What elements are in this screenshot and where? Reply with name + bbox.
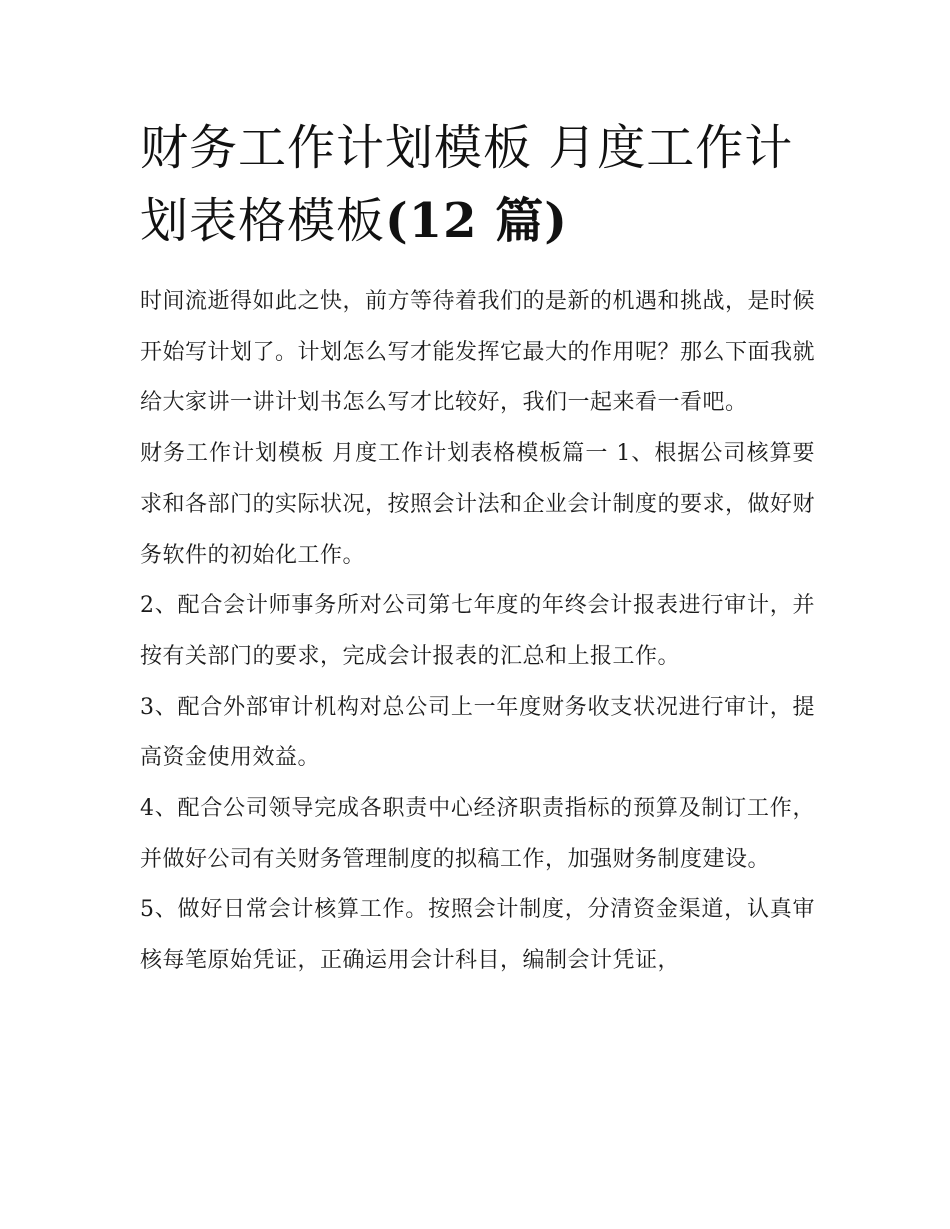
plan-item-1: 财务工作计划模板 月度工作计划表格模板篇一 1、根据公司核算要求和各部门的实际状况，按照会计法和企业会计制度的要求，做好财务软件的初始化工作。: [140, 441, 816, 568]
document-body: [140, 277, 815, 987]
title-count: (12 篇): [385, 193, 568, 249]
intro-paragraph: 时间流逝得如此之快，前方等待着我们的是新的机遇和挑战，是时候开始写计划了。计划怎么写才能发挥它最大的作用呢？那么下面我就给大家讲一讲计划书怎么写才比较好，我们一起来看一看吧。: [140, 289, 816, 416]
plan-item-5: 5、做好日常会计核算工作。按照会计制度，分清资金渠道，认真审核每笔原始凭证，正确运用会计科目，编制会计凭证，: [140, 897, 815, 974]
plan-item-3: 3、配合外部审计机构对总公司上一年度财务收支状况进行审计，提高资金使用效益。: [140, 694, 815, 771]
title-main: 财务工作计划模板 月度工作计划表格模板: [140, 120, 794, 249]
plan-item-2: 2、配合会计师事务所对公司第七年度的年终会计报表进行审计，并按有关部门的要求，完成会计报表的汇总和上报工作。: [140, 593, 815, 669]
plan-item-4: 4、配合公司领导完成各职责中心经济职责指标的预算及制订工作，并做好公司有关财务管理制度的拟稿工作，加强财务制度建设。: [140, 796, 815, 872]
document-title: [140, 112, 815, 258]
document-page: [140, 112, 815, 987]
